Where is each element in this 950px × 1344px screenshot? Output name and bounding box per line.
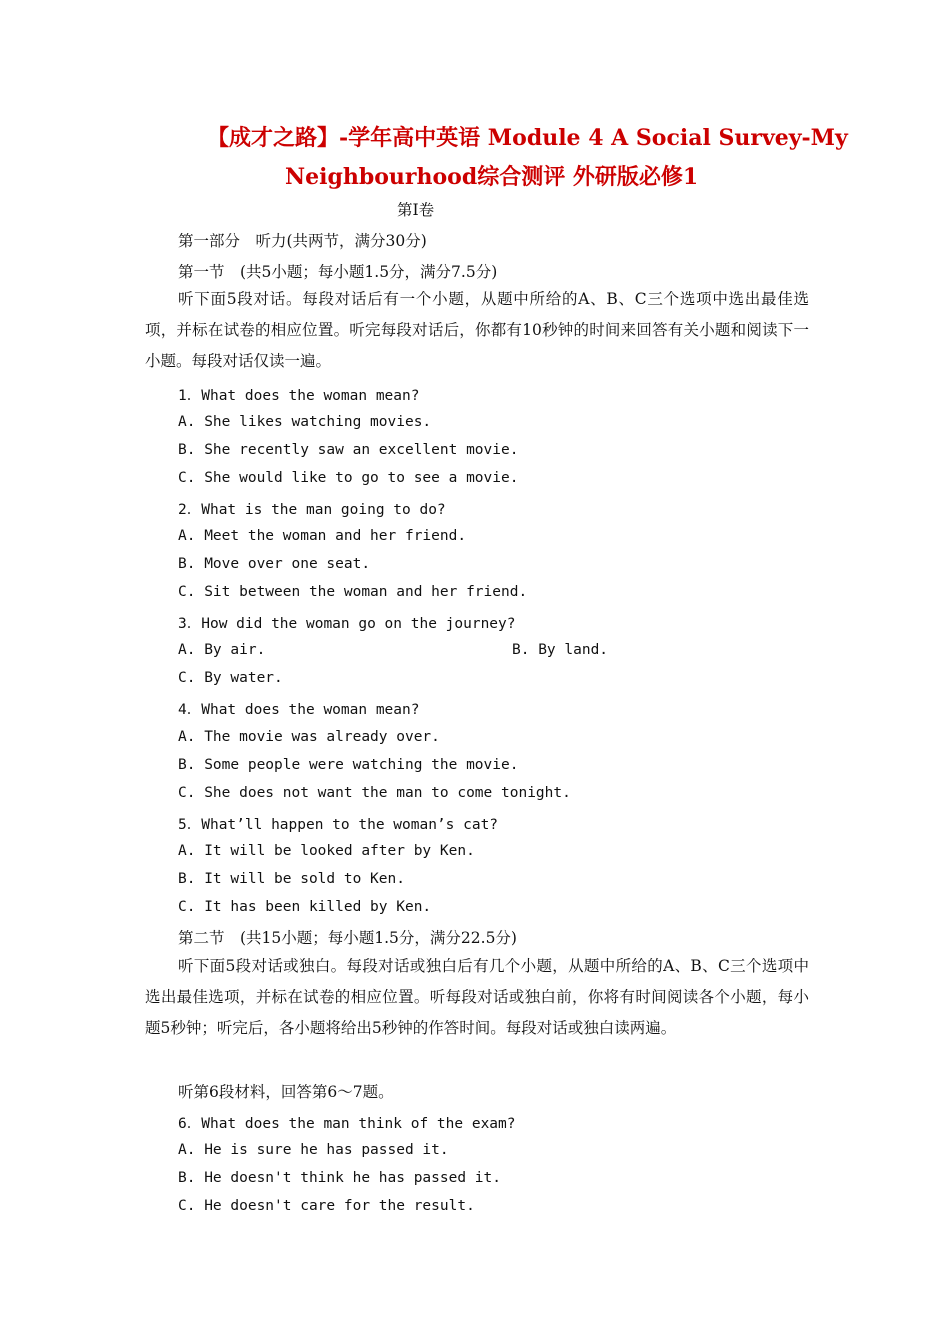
material-6-heading: 听第6段材料，回答第6～7题。 xyxy=(178,1083,394,1101)
question-5-option-a: A. It will be looked after by Ken. xyxy=(178,843,475,859)
volume-label: 第Ⅰ卷 xyxy=(397,201,435,219)
question-3-option-a: A. By air. xyxy=(178,642,266,658)
question-1-option-c: C. She would like to go to see a movie. xyxy=(178,470,519,486)
question-4-option-b: B. Some people were watching the movie. xyxy=(178,757,519,773)
section1-heading: 第一节 (共5小题；每小题1.5分，满分7.5分) xyxy=(178,263,498,281)
document-title-line2: Neighbourhood综合测评 外研版必修1 xyxy=(285,164,699,190)
question-4-option-c: C. She does not want the man to come tonight. xyxy=(178,785,571,801)
document-title-line1: 【成才之路】-学年高中英语 Module 4 A Social Survey-My xyxy=(207,125,848,151)
question-5-option-c: C. It has been killed by Ken. xyxy=(178,899,432,915)
question-6: 6．What does the man think of the exam? xyxy=(178,1116,516,1132)
question-1: 1．What does the woman mean? xyxy=(178,388,420,404)
question-4: 4．What does the woman mean? xyxy=(178,702,420,718)
question-5: 5．What’ll happen to the woman’s cat? xyxy=(178,817,499,833)
question-5-option-b: B. It will be sold to Ken. xyxy=(178,871,405,887)
section2-heading: 第二节 (共15小题；每小题1.5分，满分22.5分) xyxy=(178,929,517,947)
question-6-option-a: A. He is sure he has passed it. xyxy=(178,1142,449,1158)
question-3-option-c: C. By water. xyxy=(178,670,283,686)
question-2-option-c: C. Sit between the woman and her friend. xyxy=(178,584,528,600)
question-6-option-b: B. He doesn't think he has passed it. xyxy=(178,1170,502,1186)
section2-instructions: 听下面5段对话或独白。每段对话或独白后有几个小题，从题中所给的A、B、C三个选项中选出最佳选项，并标在试卷的相应位置。听每段对话或独白前，你将有时间阅读各个小题，每小题5秒钟；听完后，各小题将给出5秒钟的作答时间。每段对话或独白读两遍。 xyxy=(145,957,809,1037)
question-3: 3．How did the woman go on the journey? xyxy=(178,616,516,632)
question-3-option-b: B. By land. xyxy=(512,642,609,658)
question-4-option-a: A. The movie was already over. xyxy=(178,729,440,745)
question-1-option-a: A. She likes watching movies. xyxy=(178,414,432,430)
question-1-option-b: B. She recently saw an excellent movie. xyxy=(178,442,519,458)
question-2-option-b: B. Move over one seat. xyxy=(178,556,371,572)
question-6-option-c: C. He doesn't care for the result. xyxy=(178,1198,475,1214)
question-2: 2．What is the man going to do? xyxy=(178,502,446,518)
section1-instructions: 听下面5段对话。每段对话后有一个小题，从题中所给的A、B、C三个选项中选出最佳选项，并标在试卷的相应位置。听完每段对话后，你都有10秒钟的时间来回答有关小题和阅读下一小题。每段对话仅读一遍。 xyxy=(145,290,809,370)
question-2-option-a: A. Meet the woman and her friend. xyxy=(178,528,467,544)
part1-heading: 第一部分 听力(共两节，满分30分) xyxy=(178,232,427,250)
